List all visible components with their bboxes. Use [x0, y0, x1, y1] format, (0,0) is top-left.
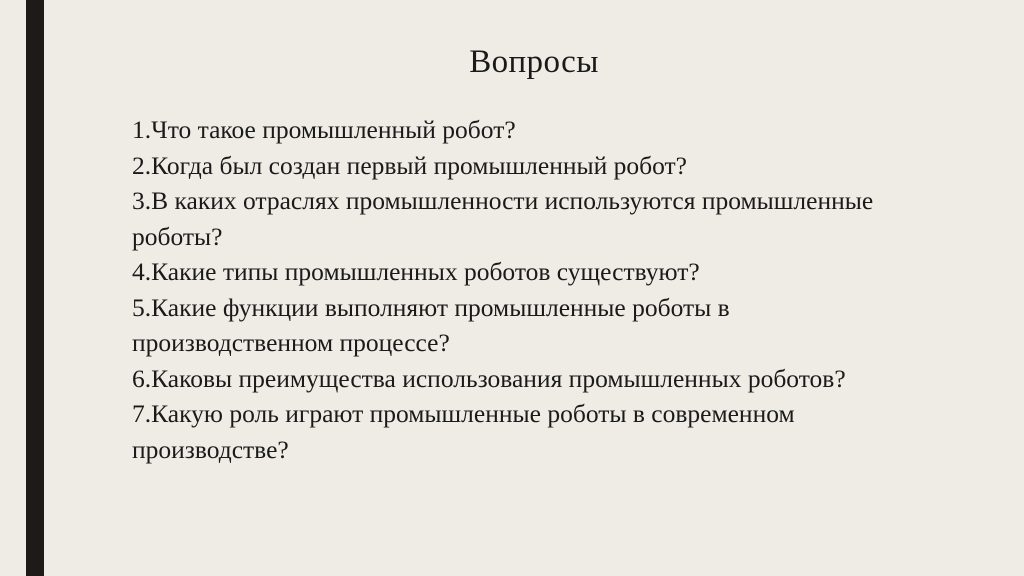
list-item: 3.В каких отраслях промышленности используются промышленные роботы?: [132, 186, 880, 251]
list-item: 2.Когда был создан первый промышленный робот?: [132, 150, 687, 180]
list-item: 5.Какие функции выполняют промышленные роботы в производственном процессе?: [132, 292, 737, 357]
list-item: 7.Какую роль играют промышленные роботы в современном производстве?: [132, 399, 802, 464]
questions-list: [132, 112, 922, 467]
slide-content: [44, 0, 1024, 576]
list-item: 1.Что такое промышленный робот?: [132, 115, 516, 144]
left-margin: [0, 0, 26, 576]
page-title: Вопросы: [469, 44, 599, 80]
list-item: 4.Какие типы промышленных роботов существуют?: [132, 257, 700, 286]
list-item: 6.Каковы преимущества использования промышленных роботов?: [132, 363, 846, 393]
accent-bar: [26, 0, 44, 576]
